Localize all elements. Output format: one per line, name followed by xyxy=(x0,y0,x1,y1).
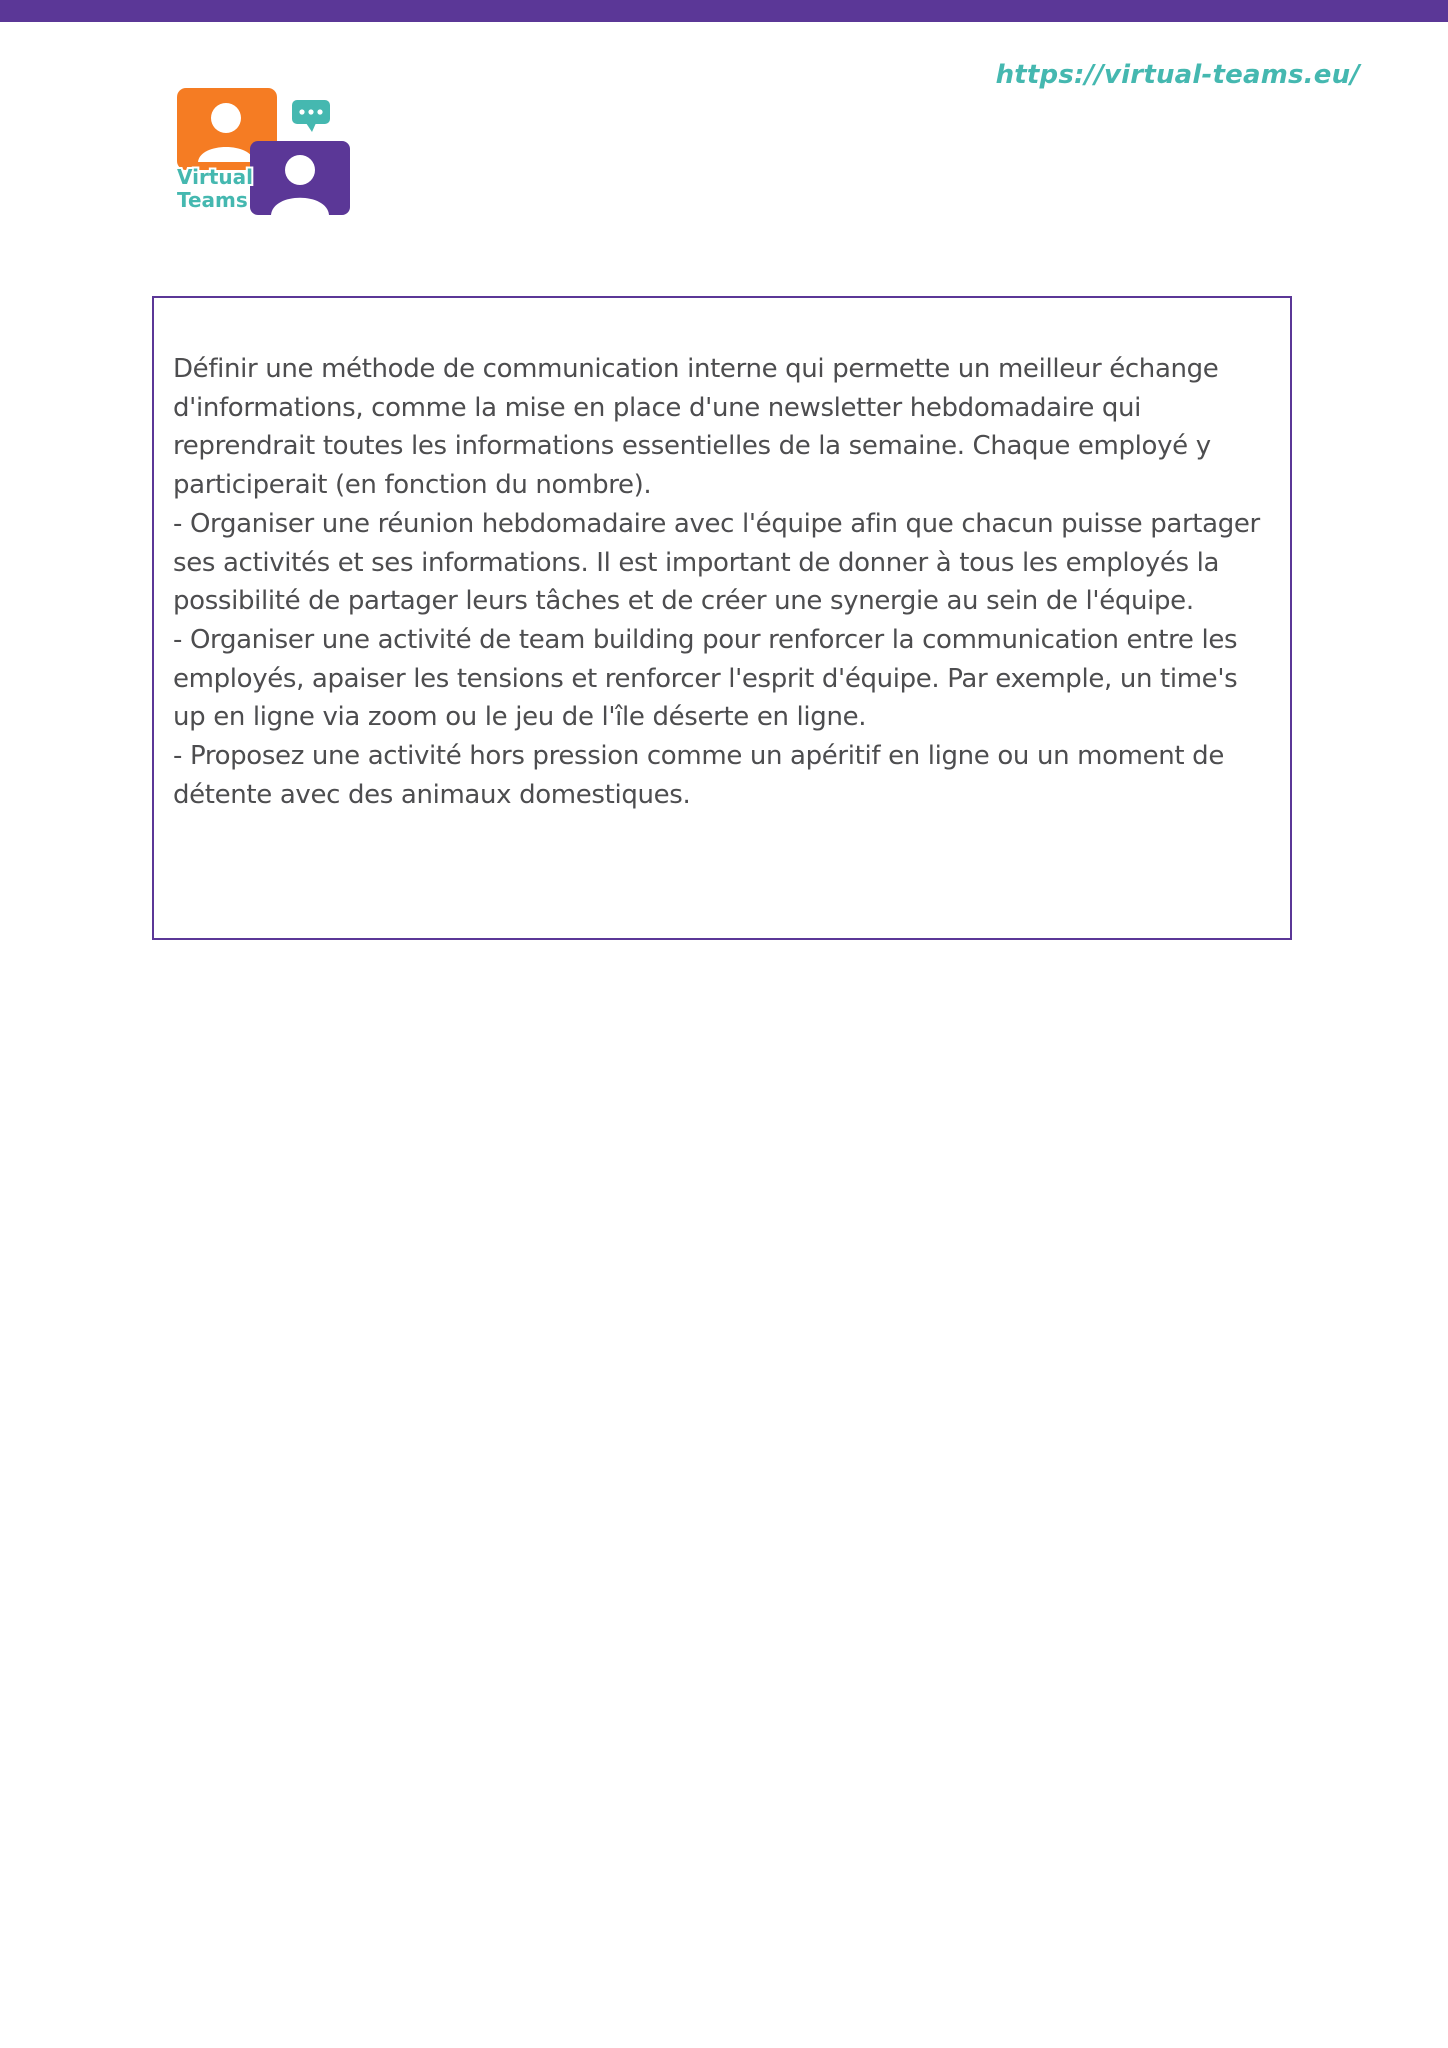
paragraph-communication-method: Définir une méthode de communication interne qui permette un meilleur échange d'informations, comme la mise en place d'une newsletter hebdomadaire qui reprendrait toutes les informations essentielles de la semaine. Chaque employé y participerait (en fonction du nombre). xyxy=(173,354,1219,501)
top-accent-bar xyxy=(0,0,1448,22)
logo-text-virtual: Virtual xyxy=(177,165,253,189)
virtual-teams-logo xyxy=(172,86,354,216)
website-url[interactable]: https://virtual-teams.eu/ xyxy=(995,60,1360,90)
paragraph-weekly-meeting: - Organiser une réunion hebdomadaire avec l'équipe afin que chacun puisse partager ses activités et ses informations. Il est important de donner à tous les employés la possibilité de partager leurs tâches et de créer une synergie au sein de l'équipe. xyxy=(173,508,1260,617)
content-text-box xyxy=(152,296,1292,940)
paragraph-team-building: - Organiser une activité de team building pour renforcer la communication entre les employés, apaiser les tensions et renforcer l'esprit d'équipe. Par exemple, un time's up en ligne via zoom ou le jeu de l'île déserte en ligne. xyxy=(173,624,1238,733)
purple-person-icon xyxy=(250,141,350,215)
speech-bubble-icon xyxy=(292,100,330,132)
paragraph-relaxing-activity: - Proposez une activité hors pression comme un apéritif en ligne ou un moment de détente avec des animaux domestiques. xyxy=(173,741,1224,810)
logo-text-teams: Teams xyxy=(177,188,248,212)
